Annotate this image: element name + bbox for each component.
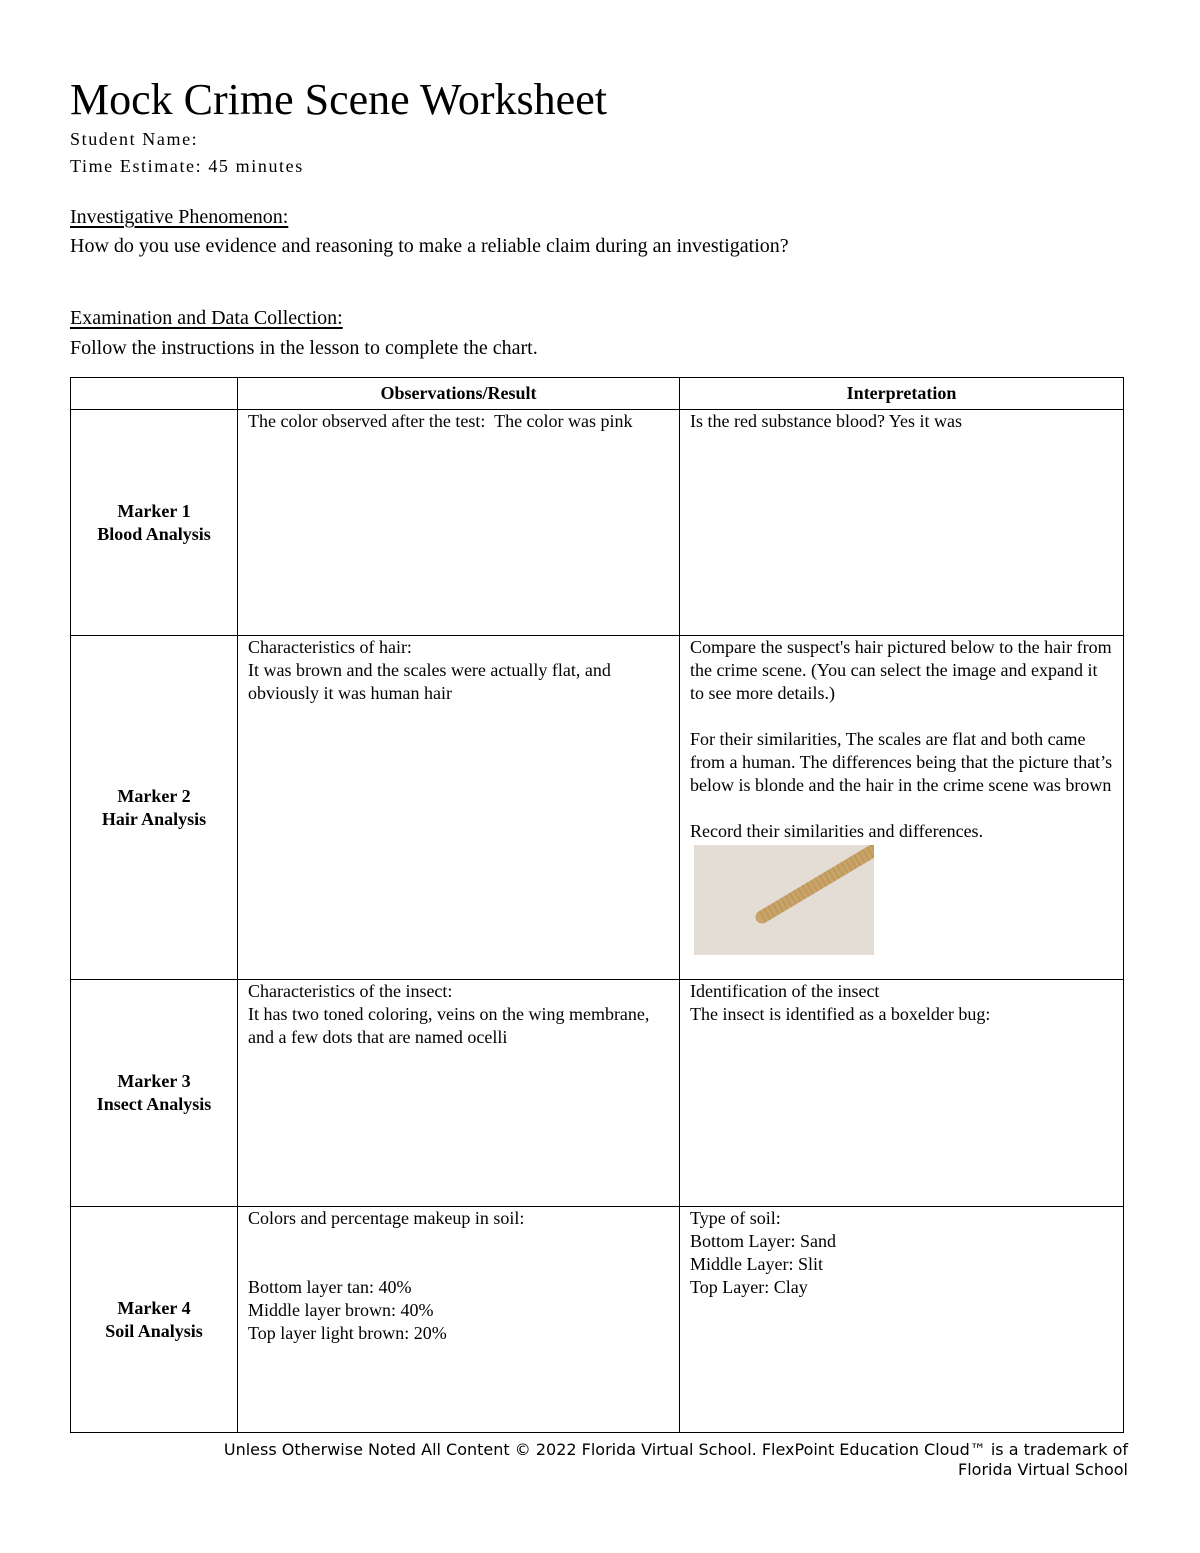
table-row: [71, 636, 1124, 980]
observation-cell: [238, 410, 680, 636]
marker-analysis: Insect Analysis: [96, 1094, 212, 1114]
observation-text: The color observed after the test: The color was pink: [248, 411, 633, 431]
interpretation-text: Middle Layer: Slit: [690, 1254, 823, 1274]
hair-sample-photo[interactable]: [694, 845, 874, 955]
footer-copyright: Unless Otherwise Noted All Content © 2022 Florida Virtual School. FlexPoint Education Cloud™ is a trademark of: [223, 1440, 1128, 1459]
observation-cell: [238, 1207, 680, 1433]
interpretation-cell: [680, 1207, 1124, 1433]
header-blank: [71, 378, 238, 410]
examination-instruction: Follow the instructions in the lesson to complete the chart.: [70, 337, 538, 359]
interpretation-text: Type of soil:: [690, 1208, 781, 1228]
interpretation-cell: [680, 636, 1124, 980]
marker-label: [71, 410, 238, 636]
interpretation-text: The insect is identified as a boxelder bug:: [690, 1004, 991, 1024]
phenomenon-heading: Investigative Phenomenon:: [70, 206, 289, 228]
interpretation-text: For their similarities, The scales are flat and both came from a human. The differences being that the picture that’s below is blonde and the hair in the crime scene was brown: [690, 729, 1113, 795]
interpretation-text: Record their similarities and differences.: [690, 821, 984, 841]
table-row: [71, 980, 1124, 1207]
evidence-chart: [70, 377, 1124, 1433]
phenomenon-question: How do you use evidence and reasoning to make a reliable claim during an investigation?: [70, 235, 789, 257]
observation-text: Top layer light brown: 20%: [248, 1323, 447, 1343]
interpretation-text: Bottom Layer: Sand: [690, 1231, 836, 1251]
interpretation-text: Identification of the insect: [690, 981, 880, 1001]
interpretation-cell: [680, 410, 1124, 636]
footer-owner: Florida Virtual School: [958, 1460, 1128, 1479]
page-title: Mock Crime Scene Worksheet: [70, 75, 607, 124]
observation-text: Characteristics of hair:: [248, 637, 412, 657]
marker-number: Marker 1: [117, 500, 191, 521]
interpretation-text: Compare the suspect's hair pictured below to the hair from the crime scene. (You can select the image and expand it to see more details.): [690, 637, 1112, 703]
interpretation-text: Is the red substance blood? Yes it was: [690, 411, 962, 431]
observation-text: Middle layer brown: 40%: [248, 1300, 434, 1320]
marker-analysis: Blood Analysis: [97, 523, 211, 544]
marker-analysis: Soil Analysis: [105, 1320, 203, 1341]
marker-number: Marker 4: [117, 1297, 191, 1318]
marker-label: [71, 980, 238, 1207]
observation-text: Colors and percentage makeup in soil:: [248, 1208, 525, 1228]
marker-label: [71, 636, 238, 980]
observation-text: It was brown and the scales were actually flat, and obviously it was human hair: [248, 660, 611, 703]
time-estimate: Time Estimate: 45 minutes: [70, 156, 304, 176]
interpretation-text: Top Layer: Clay: [690, 1277, 808, 1297]
header-interpretation: Interpretation: [680, 378, 1124, 410]
observation-text: Bottom layer tan: 40%: [248, 1277, 412, 1297]
table-row: [71, 1207, 1124, 1433]
observation-cell: [238, 980, 680, 1207]
observation-text: Characteristics of the insect:: [248, 981, 453, 1001]
marker-label: [71, 1207, 238, 1433]
examination-heading: Examination and Data Collection:: [70, 307, 343, 329]
marker-number: Marker 3: [117, 1071, 191, 1091]
observation-text: It has two toned coloring, veins on the wing membrane, and a few dots that are named ocelli: [248, 1004, 650, 1047]
marker-number: Marker 2: [117, 785, 191, 806]
student-name-label: Student Name:: [70, 129, 199, 149]
marker-analysis: Hair Analysis: [101, 808, 207, 829]
header-observations: Observations/Result: [238, 378, 680, 410]
table-row: [71, 410, 1124, 636]
footer: [224, 1440, 1128, 1480]
chart-header-row: [71, 378, 1124, 410]
observation-cell: [238, 636, 680, 980]
interpretation-cell: [680, 980, 1124, 1207]
